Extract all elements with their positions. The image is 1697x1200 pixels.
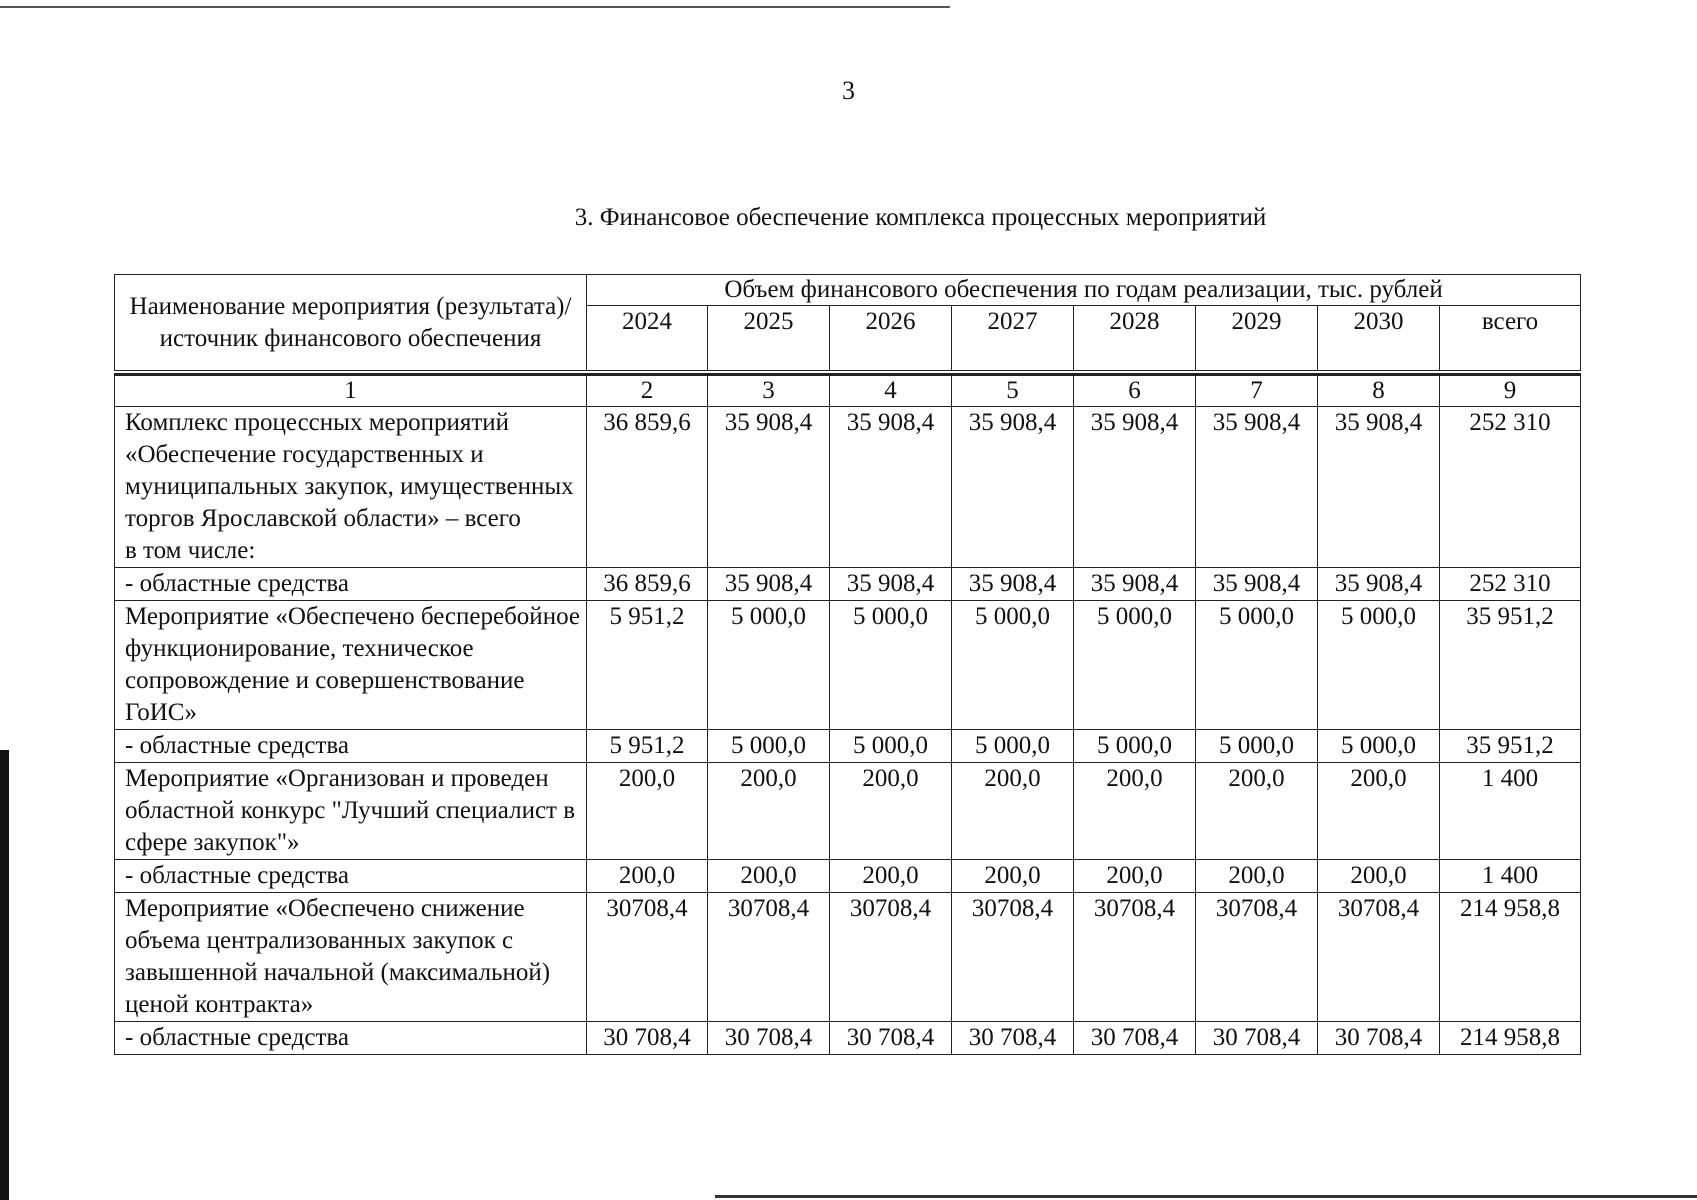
year-header: 2030: [1318, 306, 1440, 371]
cell-value: 35 908,4: [1196, 407, 1318, 568]
row-name-subtext: в том числе:: [125, 537, 256, 564]
cell-value: 200,0: [952, 860, 1074, 893]
cell-value: 35 908,4: [830, 568, 952, 601]
cell-value: 30708,4: [952, 893, 1074, 1022]
cell-value: 30708,4: [830, 893, 952, 1022]
section-title: [0, 204, 1697, 232]
cell-value: 36 859,6: [587, 568, 708, 601]
cell-value: 5 000,0: [708, 601, 830, 730]
table-row: [115, 407, 1581, 568]
cell-value: 30 708,4: [1318, 1022, 1440, 1055]
year-header: 2029: [1196, 306, 1318, 371]
cell-value: 5 000,0: [1196, 730, 1318, 763]
cell-value: 36 859,6: [587, 407, 708, 568]
table-row: [115, 1022, 1581, 1055]
cell-value: 200,0: [1318, 860, 1440, 893]
cell-total: 35 951,2: [1440, 730, 1581, 763]
scan-edge-top: [0, 6, 950, 8]
cell-value: 200,0: [1196, 860, 1318, 893]
cell-value: 200,0: [1318, 763, 1440, 860]
year-header: 2025: [708, 306, 830, 371]
year-header: 2028: [1074, 306, 1196, 371]
cell-value: 30708,4: [708, 893, 830, 1022]
cell-total: 1 400: [1440, 860, 1581, 893]
row-name: Мероприятие «Организован и проведен областной конкурс "Лучший специалист в сфере закупок"»: [115, 763, 587, 860]
cell-value: 35 908,4: [1318, 407, 1440, 568]
column-number: 7: [1196, 375, 1318, 407]
section-title-text: 3. Финансовое обеспечение комплекса процессных мероприятий: [574, 204, 1267, 231]
cell-value: 5 000,0: [1074, 601, 1196, 730]
header-row-top: [115, 275, 1581, 306]
scan-edge-left: [0, 750, 9, 1200]
cell-value: 5 000,0: [1318, 730, 1440, 763]
cell-value: 200,0: [1074, 860, 1196, 893]
cell-value: 30 708,4: [952, 1022, 1074, 1055]
cell-value: 30708,4: [1318, 893, 1440, 1022]
cell-value: 35 908,4: [708, 568, 830, 601]
cell-value: 30 708,4: [1074, 1022, 1196, 1055]
name-column-header: Наименование мероприятия (результата)/ источник финансового обеспечения: [115, 275, 587, 371]
cell-total: 252 310: [1440, 568, 1581, 601]
row-name: Мероприятие «Обеспечено бесперебойное функционирование, техническое сопровождение и совершенствование ГоИС»: [115, 601, 587, 730]
cell-value: 200,0: [708, 860, 830, 893]
table-row: [115, 860, 1581, 893]
cell-value: 35 908,4: [952, 407, 1074, 568]
cell-value: 200,0: [1074, 763, 1196, 860]
year-header: 2027: [952, 306, 1074, 371]
cell-total: 214 958,8: [1440, 893, 1581, 1022]
column-number: 3: [708, 375, 830, 407]
financing-table: [114, 274, 1581, 1055]
total-header: всего: [1440, 306, 1581, 371]
cell-value: 5 000,0: [830, 601, 952, 730]
row-name: - областные средства: [115, 1022, 587, 1055]
row-name: - областные средства: [115, 860, 587, 893]
table-row: [115, 568, 1581, 601]
column-number: 9: [1440, 375, 1581, 407]
table-row: [115, 601, 1581, 730]
cell-value: 200,0: [830, 860, 952, 893]
year-header: 2026: [830, 306, 952, 371]
cell-value: 5 000,0: [1074, 730, 1196, 763]
cell-value: 30708,4: [1196, 893, 1318, 1022]
column-number-row: [115, 375, 1581, 407]
row-name: Мероприятие «Обеспечено снижение объема централизованных закупок с завышенной начальной (максимальной) ценой контракта»: [115, 893, 587, 1022]
table-row: [115, 893, 1581, 1022]
cell-value: 30708,4: [587, 893, 708, 1022]
cell-value: 200,0: [587, 860, 708, 893]
column-number: 4: [830, 375, 952, 407]
table-row: [115, 730, 1581, 763]
cell-value: 30708,4: [1074, 893, 1196, 1022]
column-number: 2: [587, 375, 708, 407]
cell-value: 35 908,4: [1196, 568, 1318, 601]
cell-value: 35 908,4: [708, 407, 830, 568]
cell-value: 200,0: [587, 763, 708, 860]
cell-value: 35 908,4: [952, 568, 1074, 601]
column-number: 6: [1074, 375, 1196, 407]
cell-value: 35 908,4: [1074, 407, 1196, 568]
cell-total: 1 400: [1440, 763, 1581, 860]
cell-total: 35 951,2: [1440, 601, 1581, 730]
cell-value: 30 708,4: [587, 1022, 708, 1055]
row-name-text: Комплекс процессных мероприятий «Обеспечение государственных и муниципальных закупок, имущественных торгов Ярославской области» – всего: [125, 409, 574, 532]
cell-value: 35 908,4: [830, 407, 952, 568]
year-header: 2024: [587, 306, 708, 371]
cell-value: 200,0: [1196, 763, 1318, 860]
page-number: 3: [842, 76, 855, 105]
column-number: 1: [115, 375, 587, 407]
cell-value: 35 908,4: [1074, 568, 1196, 601]
column-number: 5: [952, 375, 1074, 407]
cell-value: 5 951,2: [587, 601, 708, 730]
cell-value: 5 000,0: [952, 601, 1074, 730]
row-name: [115, 407, 587, 568]
cell-total: 214 958,8: [1440, 1022, 1581, 1055]
cell-value: 5 000,0: [708, 730, 830, 763]
cell-value: 5 000,0: [1196, 601, 1318, 730]
cell-value: 30 708,4: [830, 1022, 952, 1055]
funding-volume-header: Объем финансового обеспечения по годам реализации, тыс. рублей: [587, 275, 1581, 306]
column-number: 8: [1318, 375, 1440, 407]
cell-value: 35 908,4: [1318, 568, 1440, 601]
cell-value: 200,0: [952, 763, 1074, 860]
row-name: - областные средства: [115, 568, 587, 601]
cell-value: 5 000,0: [1318, 601, 1440, 730]
cell-total: 252 310: [1440, 407, 1581, 568]
cell-value: 5 000,0: [830, 730, 952, 763]
scan-edge-bottom: [715, 1195, 1697, 1198]
cell-value: 5 000,0: [952, 730, 1074, 763]
cell-value: 200,0: [708, 763, 830, 860]
cell-value: 30 708,4: [1196, 1022, 1318, 1055]
cell-value: 5 951,2: [587, 730, 708, 763]
cell-value: 200,0: [830, 763, 952, 860]
cell-value: 30 708,4: [708, 1022, 830, 1055]
table-row: [115, 763, 1581, 860]
row-name: - областные средства: [115, 730, 587, 763]
